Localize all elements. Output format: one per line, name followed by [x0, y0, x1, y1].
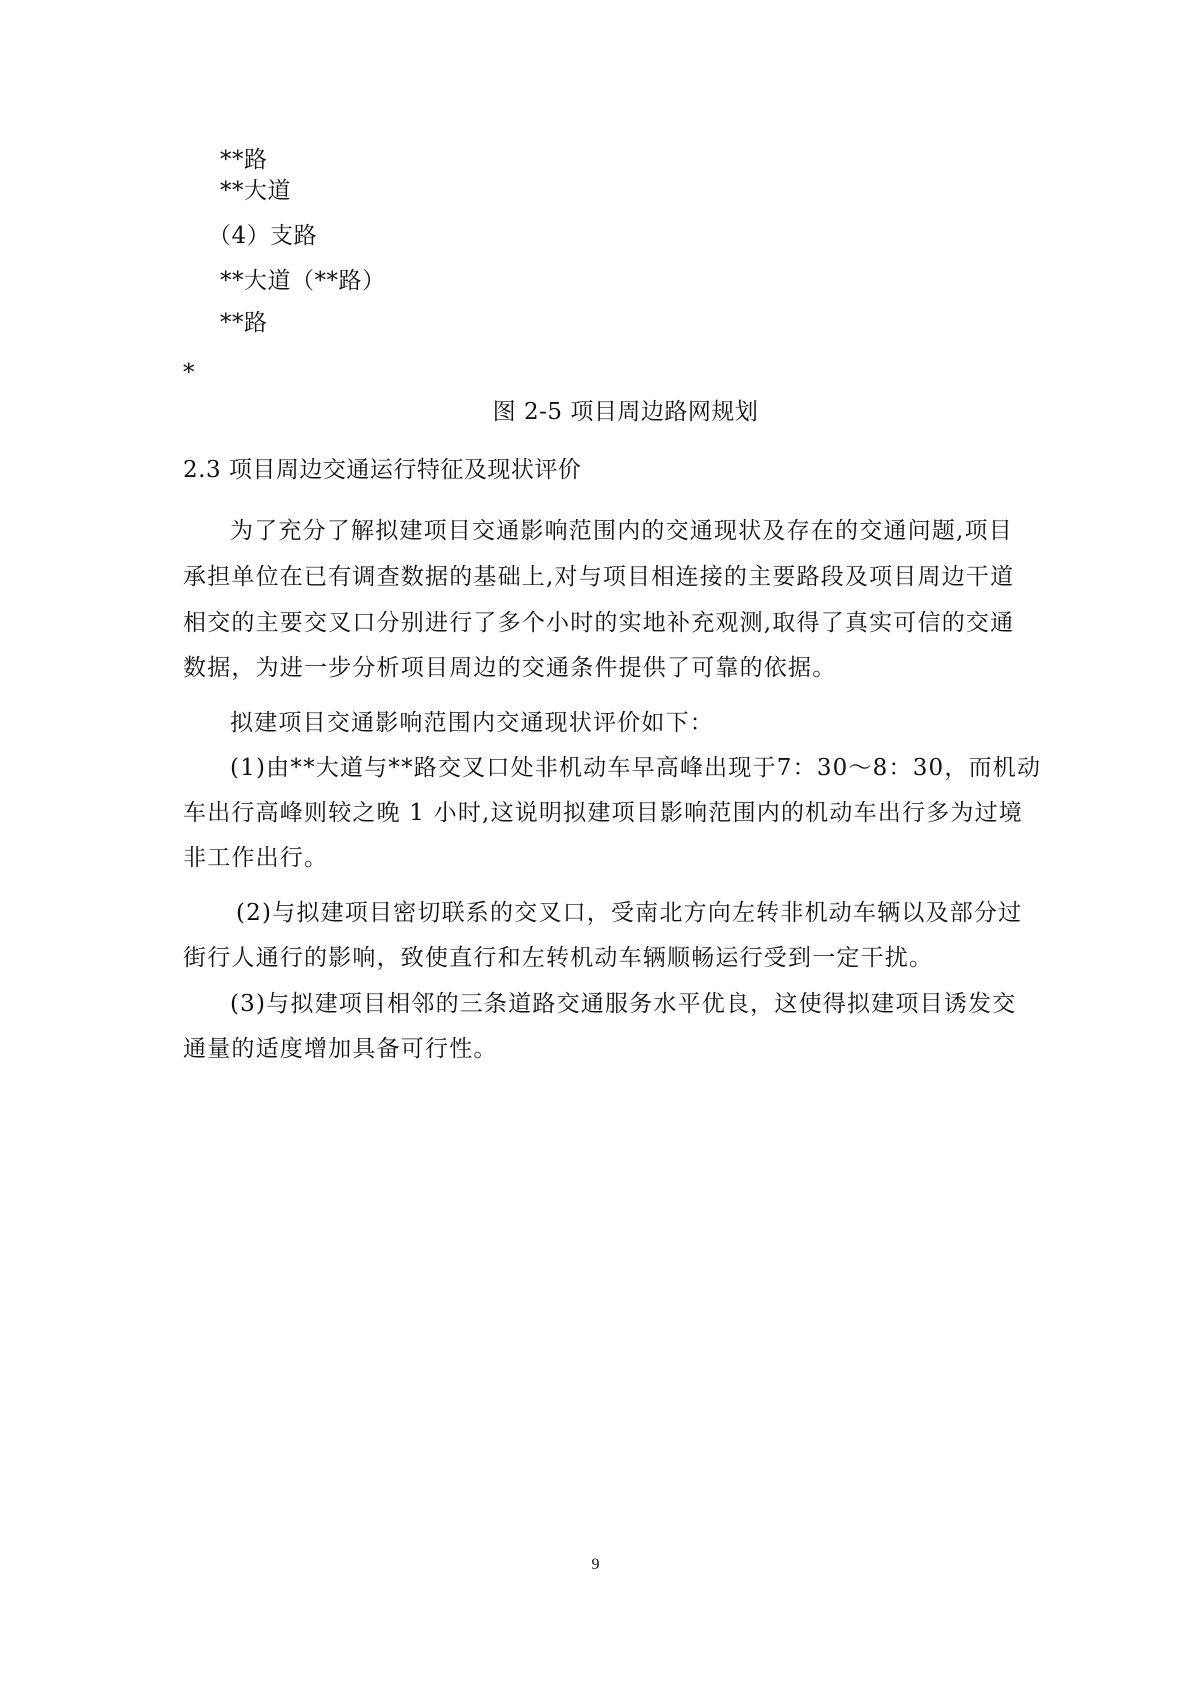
finding-2-line: 街行人通行的影响，致使直行和左转机动车辆顺畅运行受到一定干扰。 — [183, 945, 934, 971]
finding-3-line: (3)与拟建项目相邻的三条道路交通服务水平优良，这使得拟建项目诱发交 — [230, 991, 1017, 1017]
finding-2-line: (2)与拟建项目密切联系的交叉口，受南北方向左转非机动车辆以及部分过 — [236, 900, 1023, 926]
finding-1-line: (1)由**大道与**路交叉口处非机动车早高峰出现于7：30～8：30，而机动 — [230, 755, 1042, 781]
finding-1-line: 车出行高峰则较之晚 1 小时,这说明拟建项目影响范围内的机动车出行多为过境 — [183, 800, 1023, 826]
page-number: 9 — [591, 1556, 600, 1573]
road-list-item: **大道 — [220, 178, 291, 204]
paragraph-1-line: 数据，为进一步分析项目周边的交通条件提供了可靠的依据。 — [183, 655, 837, 681]
road-list-item: **路 — [220, 147, 268, 173]
stray-asterisk: * — [183, 360, 195, 386]
section-heading: 2.3 项目周边交通运行特征及现状评价 — [183, 457, 582, 483]
finding-1-line: 非工作出行。 — [183, 845, 329, 871]
road-list-subheading: （4）支路 — [208, 223, 318, 249]
paragraph-1-line: 承担单位在已有调查数据的基础上,对与项目相连接的主要路段及项目周边干道 — [183, 564, 1015, 590]
paragraph-2: 拟建项目交通影响范围内交通现状评价如下： — [230, 710, 714, 736]
paragraph-1-line: 相交的主要交叉口分别进行了多个小时的实地补充观测,取得了真实可信的交通 — [183, 610, 1015, 636]
figure-caption: 图 2-5 项目周边路网规划 — [492, 399, 759, 425]
finding-3-line: 通量的适度增加具备可行性。 — [183, 1036, 498, 1062]
paragraph-1-line: 为了充分了解拟建项目交通影响范围内的交通现状及存在的交通问题,项目 — [230, 518, 1013, 544]
road-list-item: **路 — [220, 310, 268, 336]
road-list-item: **大道（**路） — [220, 268, 386, 294]
